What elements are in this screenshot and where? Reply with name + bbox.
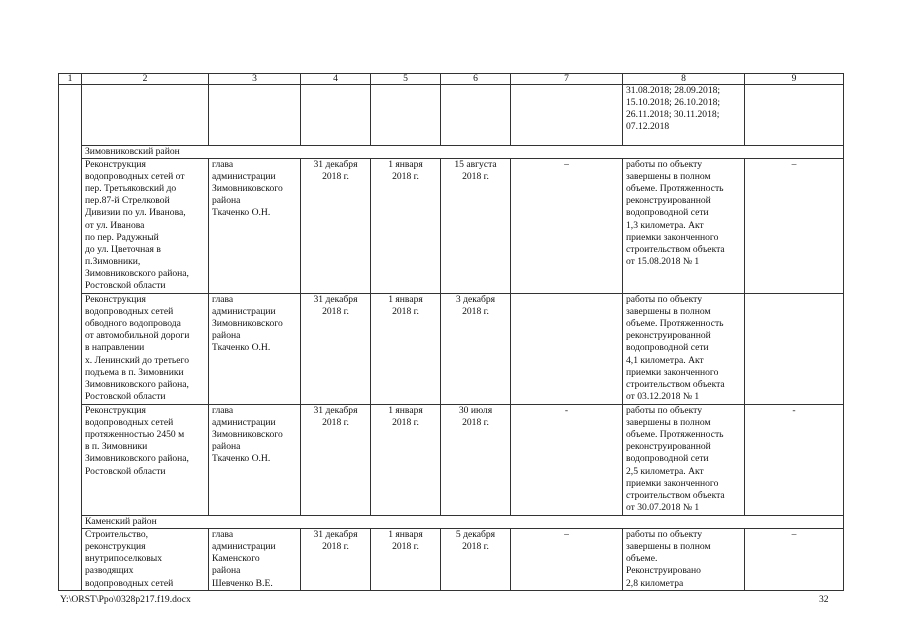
col-number: 9 bbox=[745, 74, 844, 85]
column-number-row bbox=[59, 74, 844, 85]
section-title: Зимовниковский район bbox=[82, 146, 844, 159]
section-title: Каменский район bbox=[82, 516, 844, 529]
table-cell bbox=[82, 85, 209, 146]
row-number-cell bbox=[59, 85, 82, 591]
table-cell bbox=[371, 85, 441, 146]
table-row bbox=[59, 529, 844, 591]
table-cell bbox=[511, 85, 623, 146]
date-cell: 31 декабря 2018 г. bbox=[301, 529, 371, 591]
dash-cell: – bbox=[745, 529, 844, 591]
date-cell: 1 января 2018 г. bbox=[371, 294, 441, 405]
col-number: 7 bbox=[511, 74, 623, 85]
date-cell: 30 июля 2018 г. bbox=[441, 405, 511, 516]
col-number: 2 bbox=[82, 74, 209, 85]
date-cell: 31 декабря 2018 г. bbox=[301, 294, 371, 405]
responsible: глава администрации Зимовниковского района Ткаченко О.Н. bbox=[209, 294, 301, 405]
date-cell: 31 декабря 2018 г. bbox=[301, 159, 371, 294]
status-text: работы по объекту завершены в полном объеме. Протяженность реконструированной водопроводной сети 4,1 километра. Акт приемки законченного строительством объекта от 03.12.2018 № 1 bbox=[623, 294, 745, 405]
file-path: Y:\ORST\Ppo\0328p217.f19.docx bbox=[60, 594, 191, 605]
date-cell: 15 августа 2018 г. bbox=[441, 159, 511, 294]
col-number: 8 bbox=[623, 74, 745, 85]
date-cell: 5 декабря 2018 г. bbox=[441, 529, 511, 591]
col-number: 6 bbox=[441, 74, 511, 85]
date-cell: 1 января 2018 г. bbox=[371, 405, 441, 516]
dash-cell: – bbox=[511, 159, 623, 294]
table-cell bbox=[745, 85, 844, 146]
section-row bbox=[59, 516, 844, 529]
responsible: глава администрации Зимовниковского района Ткаченко О.Н. bbox=[209, 405, 301, 516]
responsible: глава администрации Зимовниковского района Ткаченко О.Н. bbox=[209, 159, 301, 294]
page-number: 32 bbox=[819, 594, 829, 605]
table-cell bbox=[301, 85, 371, 146]
object-name: Реконструкция водопроводных сетей протяженностью 2450 м в п. Зимовники Зимовниковского района, Ростовской области bbox=[82, 405, 209, 516]
table-row bbox=[59, 294, 844, 405]
dash-cell: - bbox=[511, 405, 623, 516]
date-cell: 3 декабря 2018 г. bbox=[441, 294, 511, 405]
object-name: Строительство, реконструкция внутрипоселковых разводящих водопроводных сетей bbox=[82, 529, 209, 591]
status-text: работы по объекту завершены в полном объеме. Протяженность реконструированной водопроводной сети 1,3 километра. Акт приемки законченного строительством объекта от 15.08.2018 № 1 bbox=[623, 159, 745, 294]
table-cell bbox=[441, 85, 511, 146]
col-number: 5 bbox=[371, 74, 441, 85]
table-cell: 31.08.2018; 28.09.2018; 15.10.2018; 26.10.2018; 26.11.2018; 30.11.2018; 07.12.2018 bbox=[623, 85, 745, 146]
dash-cell: - bbox=[745, 405, 844, 516]
col-number: 4 bbox=[301, 74, 371, 85]
responsible: глава администрации Каменского района Шевченко В.Е. bbox=[209, 529, 301, 591]
dash-cell bbox=[745, 294, 844, 405]
status-text: работы по объекту завершены в полном объеме. Протяженность реконструированной водопроводной сети 2,5 километра. Акт приемки законченного строительством объекта от 30.07.2018 № 1 bbox=[623, 405, 745, 516]
object-name: Реконструкция водопроводных сетей обводного водопровода от автомобильной дороги в направлении х. Ленинский до третьего подъема в п. Зимовники Зимовниковского района, Ростовской области bbox=[82, 294, 209, 405]
table-row bbox=[59, 159, 844, 294]
dash-cell: – bbox=[745, 159, 844, 294]
dash-cell: – bbox=[511, 529, 623, 591]
date-cell: 1 января 2018 г. bbox=[371, 159, 441, 294]
date-cell: 1 января 2018 г. bbox=[371, 529, 441, 591]
object-name: Реконструкция водопроводных сетей от пер. Третьяковский до пер.87-й Стрелковой Дивизии по ул. Иванова, от ул. Иванова по пер. Радужный до ул. Цветочная в п.Зимовники, Зимовниковского района, Ростовской области bbox=[82, 159, 209, 294]
document-table bbox=[58, 73, 844, 591]
continuation-row bbox=[59, 85, 844, 146]
col-number: 1 bbox=[59, 74, 82, 85]
date-cell: 31 декабря 2018 г. bbox=[301, 405, 371, 516]
section-row bbox=[59, 146, 844, 159]
status-text: работы по объекту завершены в полном объеме. Реконструировано 2,8 километра bbox=[623, 529, 745, 591]
table-row bbox=[59, 405, 844, 516]
table-cell bbox=[209, 85, 301, 146]
dash-cell bbox=[511, 294, 623, 405]
col-number: 3 bbox=[209, 74, 301, 85]
